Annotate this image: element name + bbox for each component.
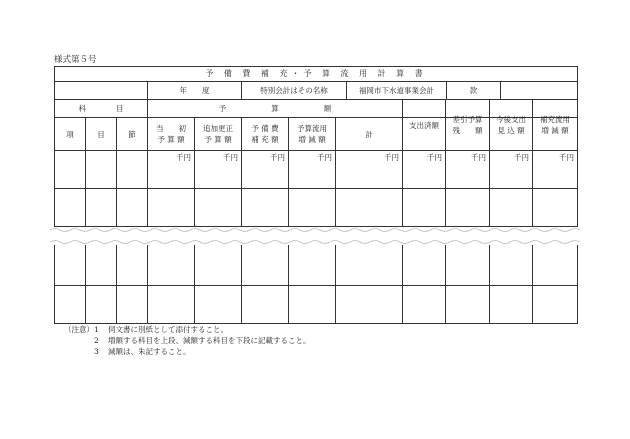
table-row (55, 286, 577, 323)
kongo-header: 今後支出 見 込 額 (490, 100, 533, 150)
unit-label: 千円 (490, 151, 533, 188)
unit-label: 千円 (195, 151, 242, 188)
account-value: 福岡市下水道事業会計 (347, 82, 447, 99)
unit-label: 千円 (289, 151, 336, 188)
unit-label: 千円 (559, 153, 574, 162)
unit-label: 千円 (403, 151, 446, 188)
tsuika-header: 追加更正 予 算 額 (195, 118, 242, 150)
calculation-sheet (54, 66, 578, 324)
kei-header: 計 (365, 129, 373, 139)
unit-label: 千円 (446, 151, 490, 188)
setsu-header: 節 (128, 129, 136, 139)
form-number: 様式第５号 (54, 55, 97, 65)
year-label: 年 度 (148, 82, 242, 99)
notes-section (64, 324, 311, 357)
shishutsu-header: 支出済額 (403, 100, 446, 150)
yosan-header: 予 算 額 (148, 100, 403, 117)
section-value (501, 82, 577, 99)
note-item: 2 増額する科目を上段、減額する科目を下段に記載すること。 (94, 336, 311, 345)
section-label: 款 (447, 82, 501, 99)
hoju-header: 補充流用 増 減 額 (540, 115, 570, 135)
unit-label: 千円 (336, 151, 403, 188)
note-item: 3 減額は、朱記すること。 (94, 347, 191, 356)
sashihiki-header: 差引予算 残 額 (446, 100, 490, 150)
unit-label: 千円 (148, 151, 195, 188)
blank-cell (55, 82, 148, 99)
kou-header: 項 (55, 118, 86, 150)
tousho-header: 当 初 予 算 額 (148, 118, 195, 150)
notes-label: （注意） (64, 325, 94, 334)
omission-break (50, 227, 580, 245)
unit-label: 千円 (242, 151, 289, 188)
table-row (55, 151, 577, 189)
kamoku-header: 科 目 (55, 100, 148, 117)
info-row (55, 82, 577, 100)
moku-header: 目 (86, 118, 117, 150)
account-label: 特別会計はその名称 (242, 82, 347, 99)
header-row-2 (55, 100, 577, 151)
sheet-title: 予 備 費 補 充・予 算 流 用 計 算 書 (55, 67, 577, 82)
note-item: （注意） 1 伺文書に別紙として添付すること。 (64, 325, 228, 334)
wave-line-icon (50, 227, 580, 245)
yobihi-header: 予 備 費 補 充 額 (242, 118, 289, 150)
table-row (55, 189, 577, 227)
ryuyo-header: 予算流用 増 減 額 (289, 118, 336, 150)
